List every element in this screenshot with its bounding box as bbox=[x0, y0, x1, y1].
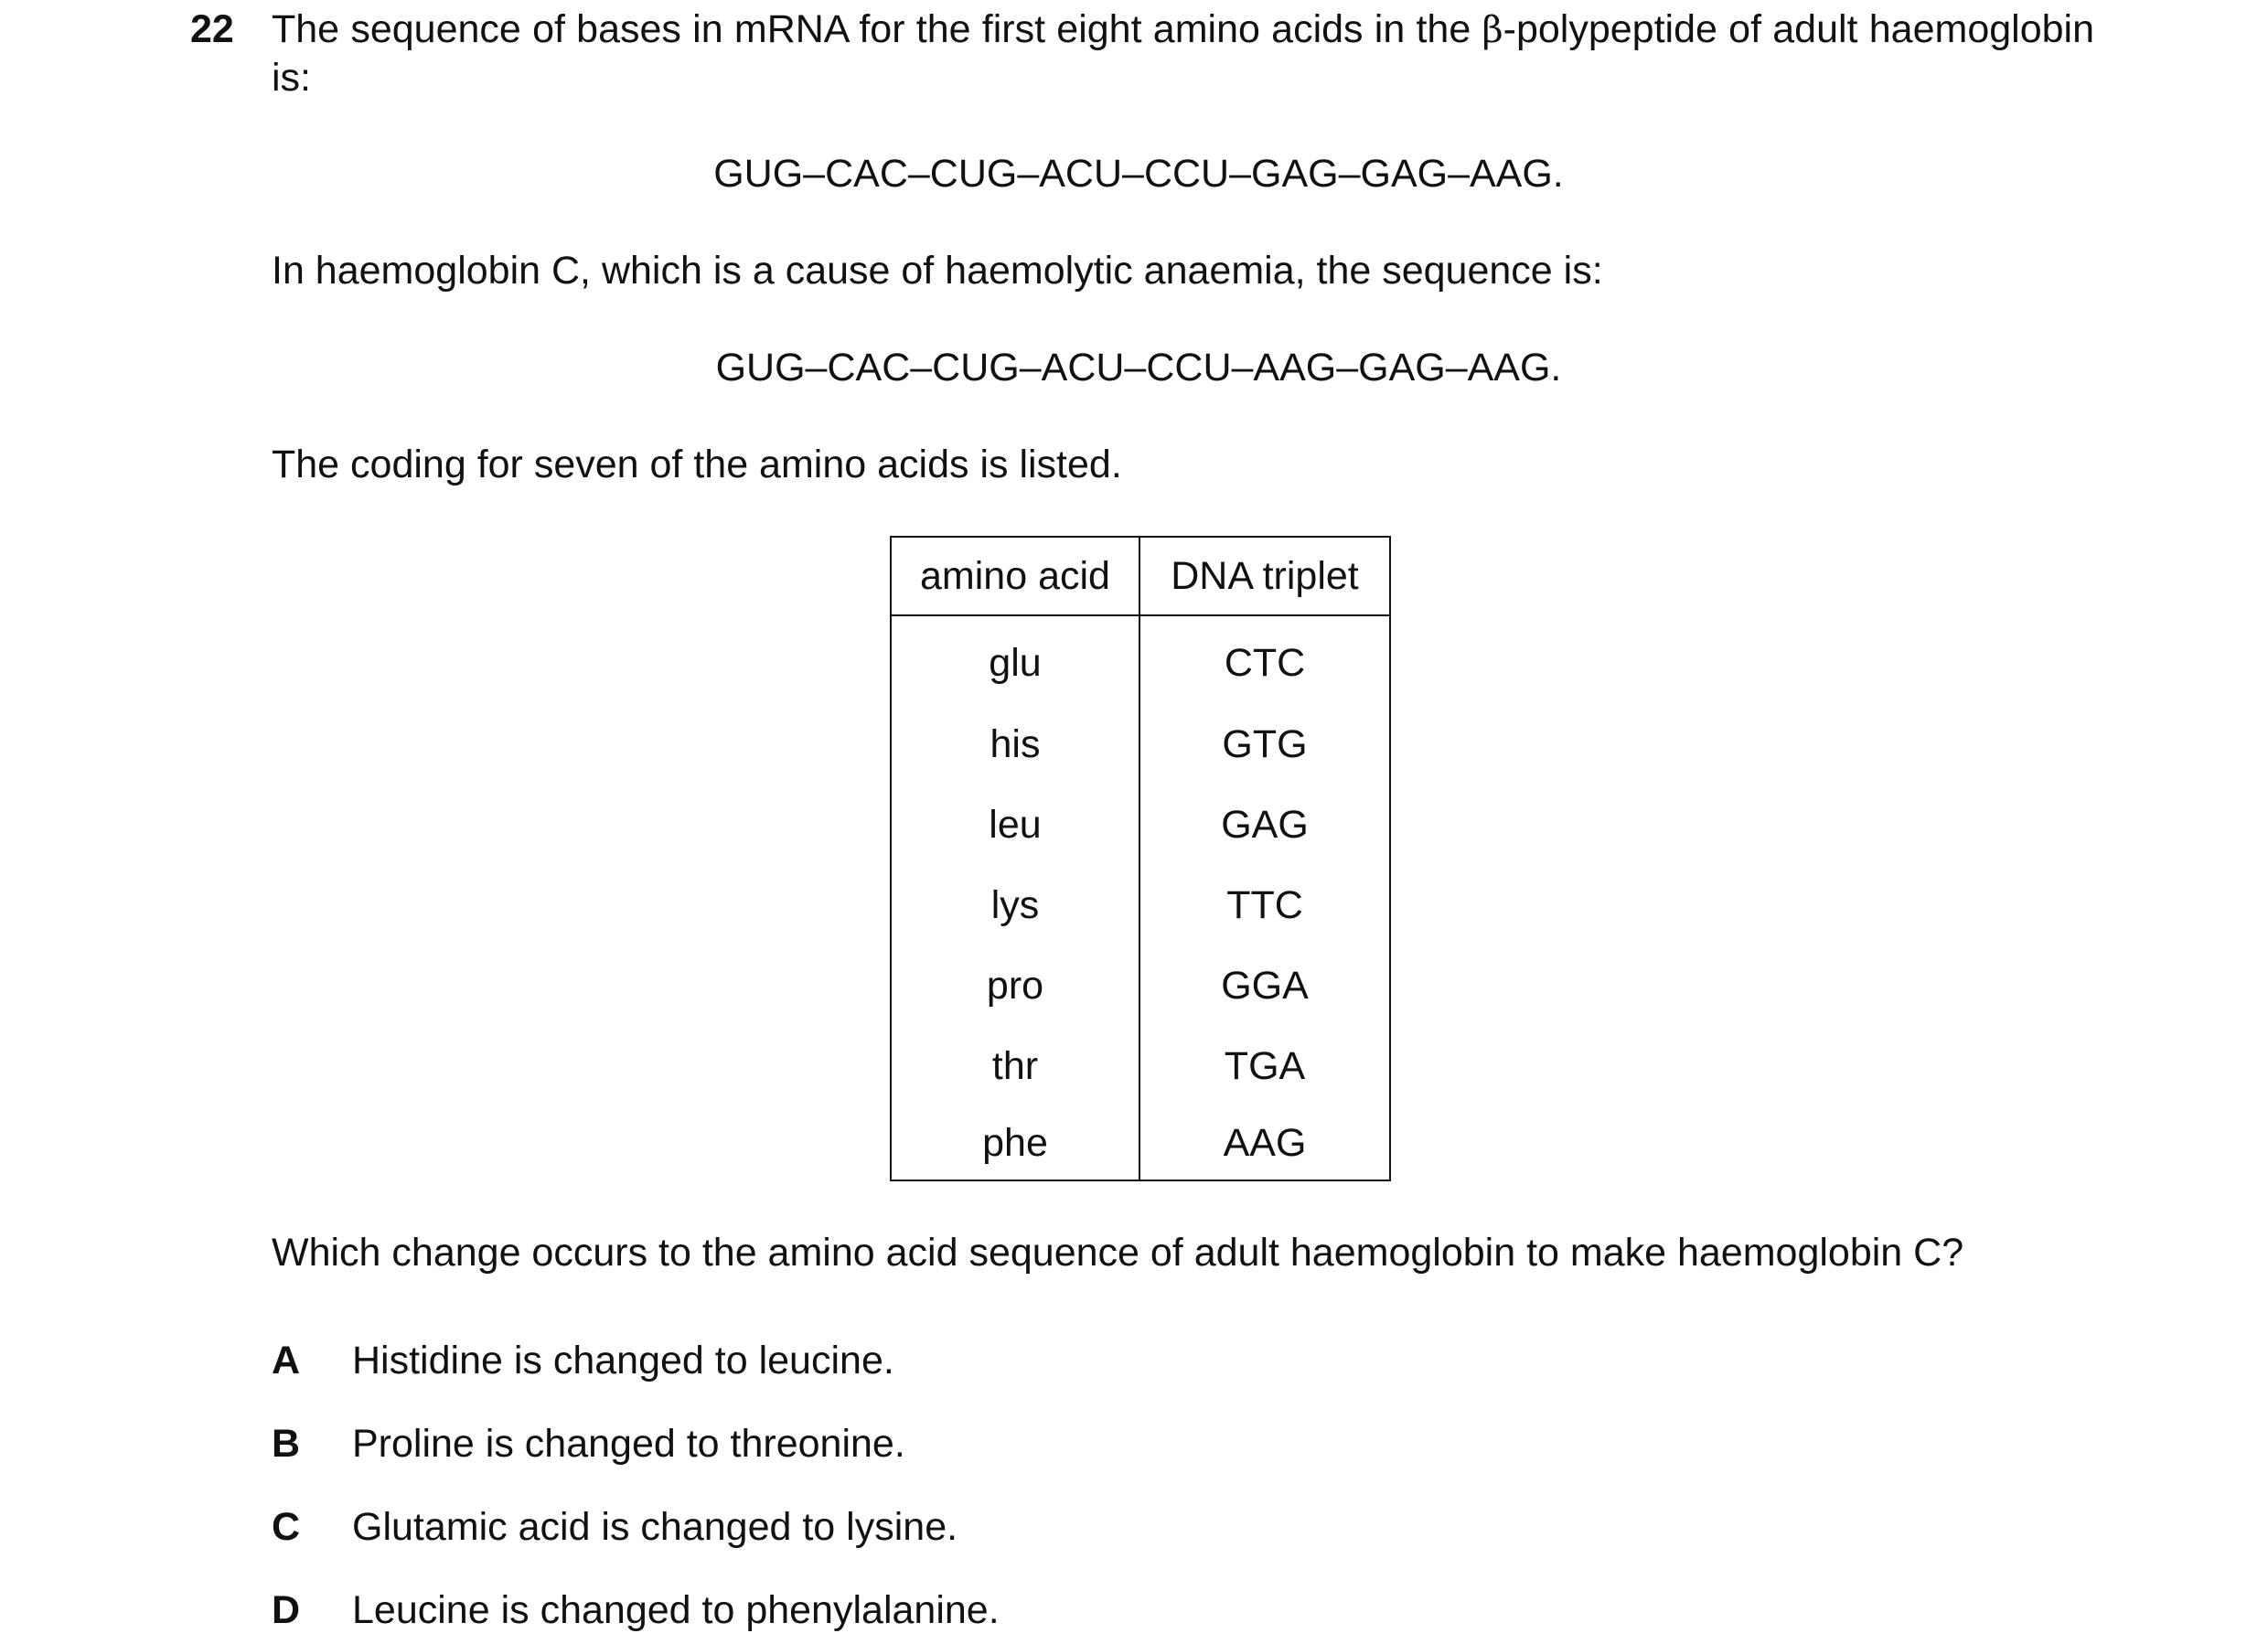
option-c[interactable] bbox=[272, 1503, 1552, 1551]
option-letter: A bbox=[272, 1339, 301, 1382]
option-text: Proline is changed to threonine. bbox=[352, 1422, 905, 1466]
table-row bbox=[891, 704, 1390, 785]
dna-triplet-cell: TTC bbox=[1139, 865, 1390, 945]
dna-triplet-cell: CTC bbox=[1139, 615, 1390, 704]
haemoglobin-c-sequence: GUG–CAC–CUG–ACU–CCU–AAG–GAG–AAG. bbox=[715, 346, 1562, 390]
amino-acid-cell: his bbox=[891, 704, 1139, 785]
amino-acid-cell: thr bbox=[891, 1026, 1139, 1106]
question-number: 22 bbox=[190, 7, 234, 51]
option-b[interactable] bbox=[272, 1420, 1552, 1468]
question-prompt: Which change occurs to the amino acid sequence of adult haemoglobin to make haemoglobin C? bbox=[272, 1231, 1964, 1275]
table-row bbox=[891, 785, 1390, 865]
stem-text-end: -polypeptide of adult haemoglobin is: bbox=[272, 7, 2094, 100]
amino-acid-cell: pro bbox=[891, 945, 1139, 1026]
dna-triplet-cell: GTG bbox=[1139, 704, 1390, 785]
table-header-row bbox=[891, 537, 1390, 615]
option-letter: B bbox=[272, 1422, 301, 1466]
beta-symbol: β bbox=[1482, 9, 1503, 51]
table-row bbox=[891, 865, 1390, 945]
table-row bbox=[891, 1026, 1390, 1106]
haemoglobin-c-intro: In haemoglobin C, which is a cause of haemolytic anaemia, the sequence is: bbox=[272, 249, 1603, 293]
header-amino-acid: amino acid bbox=[891, 537, 1139, 615]
option-letter: C bbox=[272, 1505, 301, 1549]
amino-acid-cell: lys bbox=[891, 865, 1139, 945]
stem-text-start: The sequence of bases in mRNA for the first eight amino acids in the bbox=[272, 7, 1482, 51]
coding-intro: The coding for seven of the amino acids is listed. bbox=[272, 443, 1122, 486]
option-a[interactable] bbox=[272, 1337, 1552, 1384]
dna-triplet-cell: AAG bbox=[1139, 1106, 1390, 1180]
option-text: Glutamic acid is changed to lysine. bbox=[352, 1505, 958, 1549]
dna-triplet-cell: GAG bbox=[1139, 785, 1390, 865]
option-d[interactable] bbox=[272, 1586, 1552, 1634]
amino-acid-cell: phe bbox=[891, 1106, 1139, 1180]
header-dna-triplet: DNA triplet bbox=[1139, 537, 1390, 615]
amino-acid-cell: leu bbox=[891, 785, 1139, 865]
dna-triplet-cell: GGA bbox=[1139, 945, 1390, 1026]
option-letter: D bbox=[272, 1588, 301, 1632]
dna-triplet-cell: TGA bbox=[1139, 1026, 1390, 1106]
option-text: Histidine is changed to leucine. bbox=[352, 1339, 894, 1382]
table-row bbox=[891, 945, 1390, 1026]
table-row bbox=[891, 615, 1390, 704]
table-row bbox=[891, 1106, 1390, 1180]
adult-mrna-sequence: GUG–CAC–CUG–ACU–CCU–GAG–GAG–AAG. bbox=[713, 152, 1564, 196]
option-text: Leucine is changed to phenylalanine. bbox=[352, 1588, 1000, 1632]
codon-table bbox=[890, 536, 1391, 1181]
amino-acid-cell: glu bbox=[891, 615, 1139, 704]
question-stem bbox=[272, 5, 2094, 101]
